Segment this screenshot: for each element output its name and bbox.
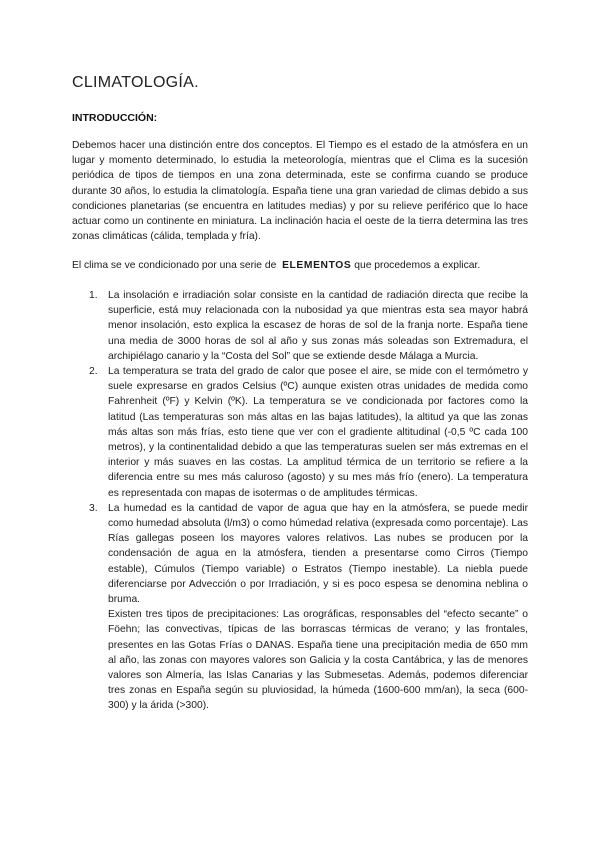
section-heading: INTRODUCCIÓN: xyxy=(72,112,158,124)
list-item-text: La humedad es la cantidad de vapor de agua que hay en la atmósfera, se puede medir como humedad absoluta (l/m3) o como húmedad relativa (expresada como porcentaje). Las Rías gallegas poseen los mayores valores relativos. Las nubes se producen por la condensación de agua en la atmósfera, tienden a presentarse como Cirros (Tiempo estable), Cúmulos (Tiempo variable) o Estratos (Tiempo inestable). La niebla puede diferenciarse por Advección o por Irradiación, y si es poco espesa se denomina neblina o bruma. xyxy=(108,502,528,606)
page-title: CLIMATOLOGÍA. xyxy=(72,74,199,91)
list-item-text: La insolación e irradiación solar consiste en la cantidad de radiación directa que recibe la superficie, está muy relacionada con la nubosidad ya que mientras esta sea mayor habrá menor insolación, esto explica la escasez de horas de sol de la franja norte. España tiene una media de 3000 horas de sol al año y sus zonas más soleadas son Extremadura, el archipiélago canario y la “Costa del Sol” que se extiende desde Málaga a Murcia. xyxy=(108,290,528,362)
list-item xyxy=(72,501,528,714)
elements-list xyxy=(72,288,528,714)
list-item-number: 2. xyxy=(89,366,98,378)
elements-intro-before: El clima se ve condicionado por una serie de xyxy=(72,260,277,271)
list-item-text: La temperatura se trata del grado de calor que posee el aire, se mide con el termómetro y suele expresarse en grados Celsius (ºC) aunque existen otras unidades de medida como Fahrenheit (ºF) y Kelvin (ºK). La temperatura se ve condicionada por factores como la latitud (Las temperaturas son más altas en las bajas latitudes), la altitud ya que las zonas más altas son más frías, esto tiene que ver con el gradiente altitudinal (-0,5 ºC cada 100 metros), y la continentalidad debido a que las temperaturas suelen ser más extremas en el interior y más suaves en las costas. La amplitud térmica de un territorio se refiere a la diferencia entre su mes más caluroso (agosto) y su mes más frío (enero). La temperatura es representada con mapas de isotermas o de amplitudes térmicas. xyxy=(108,366,528,499)
list-item xyxy=(72,288,528,364)
intro-paragraph: Debemos hacer una distinción entre dos conceptos. El Tiempo es el estado de la atmósfera en un lugar y momento determinado, lo estudia la meteorología, mientras que el Clima es la sucesión periódica de tipos de tiempos en una zona determinada, este se confirma cuando se produce durante 30 años, lo estudia la climatología. España tiene una gran variedad de climas debido a sus condiciones planetarias (se encuentra en latitudes medias) y por su relieve periférico que lo hace actuar como un continente en miniatura. La inclinación hacia el oeste de la tierra determina las tres zonas climáticas (cálida, templada y fría). xyxy=(72,140,528,243)
elements-intro-after: que procedemos a explicar. xyxy=(354,260,481,271)
list-item xyxy=(72,364,528,501)
list-item-text-continued: Existen tres tipos de precipitaciones: Las orográficas, responsables del “efecto secante” o Föehn; las convectivas, típicas de las borrascas térmicas de verano; y las frontales, presentes en las Gotas Frías o DANAS. España tiene una precipitación media de 650 mm al año, las zonas con mayores valores son Galicia y la costa Cantábrica, y las de menores valores son Almería, las Islas Canarias y las Submesetas. Además, podemos diferenciar tres zonas en España según su pluviosidad, la húmeda (1600-600 mm/an), la seca (600-300) y la árida (>300). xyxy=(108,609,528,712)
elements-intro-paragraph xyxy=(72,258,528,273)
list-item-number: 3. xyxy=(89,502,98,514)
list-item-number: 1. xyxy=(89,290,98,301)
elements-keyword: ELEMENTOS xyxy=(282,260,352,271)
